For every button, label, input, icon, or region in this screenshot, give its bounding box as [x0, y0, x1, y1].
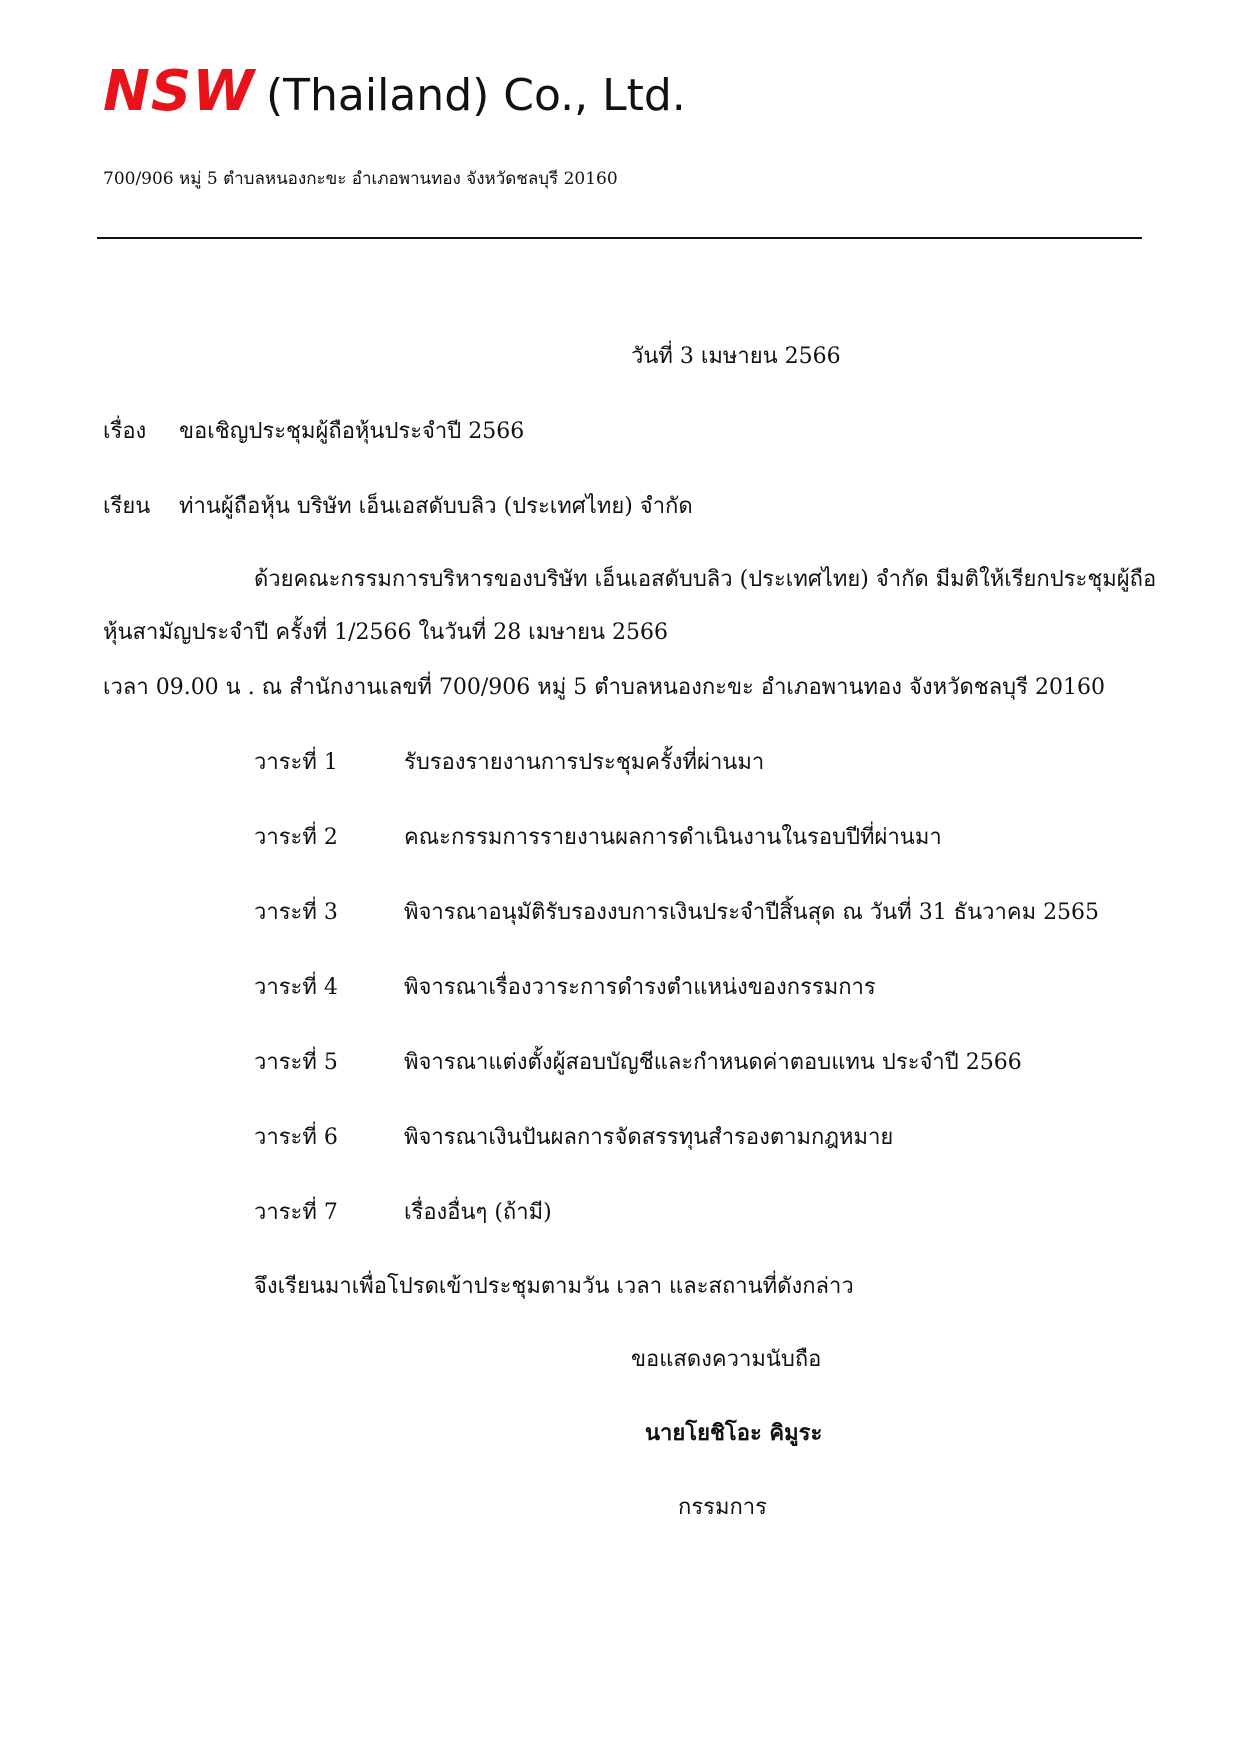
regards: ขอแสดงความนับถือ [631, 1347, 822, 1372]
agenda-item: พิจารณาเงินปันผลการจัดสรรทุนสำรองตามกฎหมาย [404, 1125, 894, 1150]
agenda-item: พิจารณาแต่งตั้งผู้สอบบัญชีและกำหนดค่าตอบแทน ประจำปี 2566 [404, 1050, 1022, 1075]
agenda-item: พิจารณาเรื่องวาระการดำรงตำแหน่งของกรรมการ [404, 975, 876, 1000]
signer-name: นายโยชิโอะ คิมูระ [645, 1420, 823, 1446]
agenda-item: คณะกรรมการรายงานผลการดำเนินงานในรอบปีที่ผ่านมา [404, 825, 942, 850]
body-line-2: หุ้นสามัญประจำปี ครั้งที่ 1/2566 ในวันที่ 28 เมษายน 2566 [103, 620, 668, 645]
company-name: (Thailand) Co., Ltd. [266, 70, 686, 121]
company-address: 700/906 หมู่ 5 ตำบลหนองกะขะ อำเภอพานทอง จังหวัดชลบุรี 20160 [103, 169, 618, 189]
agenda-label: วาระที่ 4 [254, 975, 338, 1000]
letter-date: วันที่ 3 เมษายน 2566 [631, 344, 841, 369]
subject-text: ขอเชิญประชุมผู้ถือหุ้นประจำปี 2566 [179, 419, 525, 444]
recipient-text: ท่านผู้ถือหุ้น บริษัท เอ็นเอสดับบลิว (ประเทศไทย) จำกัด [179, 494, 693, 519]
agenda-item: พิจารณาอนุมัติรับรองงบการเงินประจำปีสิ้นสุด ณ วันที่ 31 ธันวาคม 2565 [404, 900, 1100, 925]
header-divider [97, 237, 1142, 239]
agenda-label: วาระที่ 3 [254, 900, 338, 925]
body-line-1: ด้วยคณะกรรมการบริหารของบริษัท เอ็นเอสดับบลิว (ประเทศไทย) จำกัด มีมติให้เรียกประชุมผู้ถือ [254, 567, 1157, 592]
company-logo: NSW [103, 59, 255, 124]
agenda-label: วาระที่ 2 [254, 825, 338, 850]
agenda-label: วาระที่ 7 [254, 1200, 338, 1225]
closing-line: จึงเรียนมาเพื่อโปรดเข้าประชุมตามวัน เวลา และสถานที่ดังกล่าว [254, 1274, 854, 1299]
agenda-label: วาระที่ 5 [254, 1050, 338, 1075]
body-line-3: เวลา 09.00 น . ณ สำนักงานเลขที่ 700/906 หมู่ 5 ตำบลหนองกะขะ อำเภอพานทอง จังหวัดชลบุรี 20160 [103, 675, 1105, 700]
agenda-item: เรื่องอื่นๆ (ถ้ามี) [404, 1200, 552, 1225]
recipient-label: เรียน [103, 494, 151, 519]
signer-title: กรรมการ [678, 1495, 767, 1520]
subject-label: เรื่อง [103, 419, 147, 444]
agenda-label: วาระที่ 1 [254, 750, 338, 775]
agenda-item: รับรองรายงานการประชุมครั้งที่ผ่านมา [404, 750, 765, 775]
agenda-label: วาระที่ 6 [254, 1125, 338, 1150]
